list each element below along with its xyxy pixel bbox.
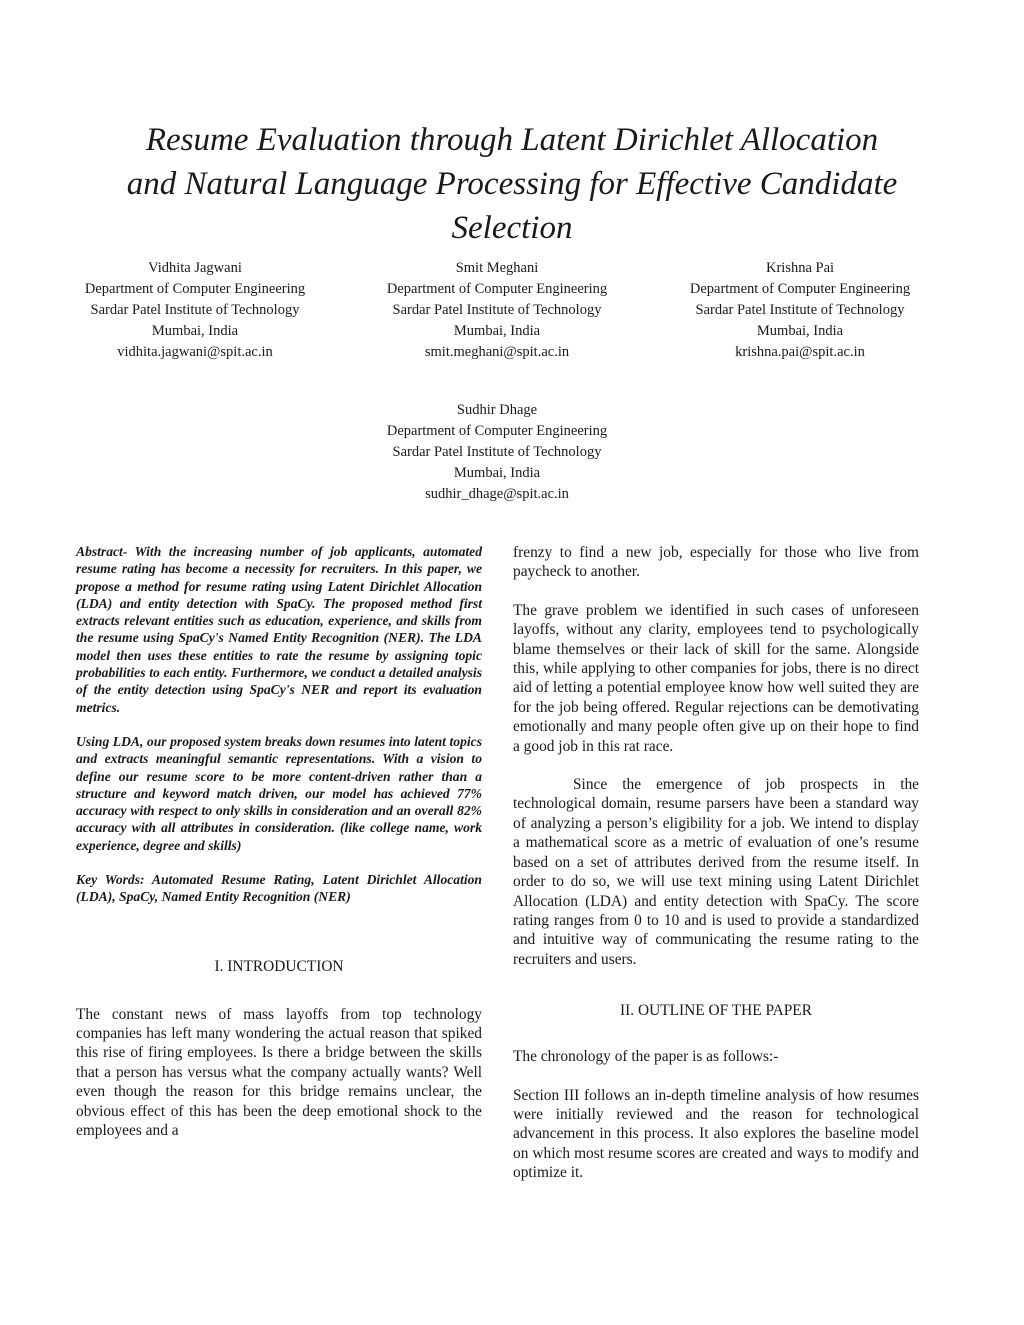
author-block bbox=[650, 258, 950, 363]
outline-paragraph: The chronology of the paper is as follows:- bbox=[513, 1048, 779, 1066]
author-block bbox=[347, 400, 647, 505]
author-department: Department of Computer Engineering bbox=[689, 281, 911, 297]
author-location: Mumbai, India bbox=[756, 323, 844, 339]
title-line: Resume Evaluation through Latent Dirichlet Allocation bbox=[145, 122, 879, 158]
author-location: Mumbai, India bbox=[453, 465, 541, 481]
abstract-paragraph-2: Using LDA, our proposed system breaks down resumes into latent topics and extracts meaningful semantic representations. With a vision to define our resume score to be more content-driven rather than a structure and keyword match driven, our model has achieved 77% accuracy with respect to only skills in consideration and an overall 82% accuracy with all attributes in consideration. (like college name, work experience, degree and skills) bbox=[76, 733, 482, 853]
author-department: Department of Computer Engineering bbox=[386, 423, 608, 439]
author-name: Vidhita Jagwani bbox=[148, 260, 242, 276]
title-line: Selection bbox=[451, 210, 573, 246]
paragraph: The grave problem we identified in such cases of unforeseen layoffs, without any clarity, employees tend to psychologically blame themselves or their lack of skill for the same. Alongside this, while applying to other companies for jobs, there is no direct aid of letting a potential employee know how well suited they are for the job being offered. Regular rejections can be demotivating emotionally and many people often give up on their hope to find a good job in this rat race. bbox=[513, 601, 919, 755]
keywords: Key Words: Automated Resume Rating, Latent Dirichlet Allocation (LDA), SpaCy, Named Entity Recognition (NER) bbox=[76, 872, 482, 905]
left-column bbox=[76, 543, 482, 1140]
abstract-paragraph: Abstract- With the increasing number of job applicants, automated resume rating has become a necessity for recruiters. In this paper, we propose a method for resume rating using Latent Dirichlet Allocation (LDA) and entity detection with SpaCy. The proposed method first extracts relevant entities such as education, experience, and skills from the resume using SpaCy's Named Entity Recognition (NER). The LDA model then uses these entities to rate the resume by assigning topic probabilities to each entity. Furthermore, we conduct a detailed analysis of the entity detection using SpaCy's NER and report its evaluation metrics. bbox=[76, 544, 482, 715]
section-heading-introduction: I. INTRODUCTION bbox=[214, 957, 344, 975]
author-department: Department of Computer Engineering bbox=[386, 281, 608, 297]
author-institute: Sardar Patel Institute of Technology bbox=[392, 302, 602, 318]
author-email: vidhita.jagwani@spit.ac.in bbox=[117, 344, 273, 360]
author-block bbox=[347, 258, 647, 363]
intro-paragraph: The constant news of mass layoffs from top technology companies has left many wondering the actual reason that spiked this rise of firing employees. Is there a bridge between the skills that a person has versus what the company actually wants? Well even though the reason for this bridge remains unclear, the obvious effect of this has been the deep emotional shock to the employees and a bbox=[76, 1005, 482, 1140]
author-name: Krishna Pai bbox=[765, 260, 835, 276]
author-department: Department of Computer Engineering bbox=[84, 281, 306, 297]
section-heading-outline: II. OUTLINE OF THE PAPER bbox=[620, 1002, 812, 1020]
title-line: and Natural Language Processing for Effective Candidate bbox=[126, 166, 898, 202]
paper-title bbox=[60, 118, 964, 250]
paragraph-continued: frenzy to find a new job, especially for those who live from paycheck to another. bbox=[513, 544, 919, 581]
right-column bbox=[513, 543, 919, 1183]
outline-paragraph: Section III follows an in-depth timeline analysis of how resumes were initially reviewed and the reason for technological advancement in this process. It also explores the baseline model on which most resume scores are created and ways to modify and optimize it. bbox=[513, 1086, 919, 1182]
author-institute: Sardar Patel Institute of Technology bbox=[695, 302, 905, 318]
author-institute: Sardar Patel Institute of Technology bbox=[90, 302, 300, 318]
author-location: Mumbai, India bbox=[151, 323, 239, 339]
author-location: Mumbai, India bbox=[453, 323, 541, 339]
author-name: Sudhir Dhage bbox=[456, 402, 538, 418]
author-block bbox=[45, 258, 345, 363]
author-email: krishna.pai@spit.ac.in bbox=[735, 344, 865, 360]
author-name: Smit Meghani bbox=[455, 260, 539, 276]
author-institute: Sardar Patel Institute of Technology bbox=[392, 444, 602, 460]
paragraph: Since the emergence of job prospects in the technological domain, resume parsers have been a standard way of analyzing a person’s eligibility for a job. We intend to display a mathematical score as a metric of evaluation of one’s resume based on a set of attributes derived from the resume itself. In order to do so, we will use text mining using Latent Dirichlet Allocation (LDA) and entity detection with SpaCy. The score rating ranges from 0 to 10 and is used to provide a standardized and intuitive way of communicating the resume rating to the recruiters and users. bbox=[513, 776, 919, 968]
author-email: sudhir_dhage@spit.ac.in bbox=[425, 486, 569, 502]
author-email: smit.meghani@spit.ac.in bbox=[424, 344, 570, 360]
